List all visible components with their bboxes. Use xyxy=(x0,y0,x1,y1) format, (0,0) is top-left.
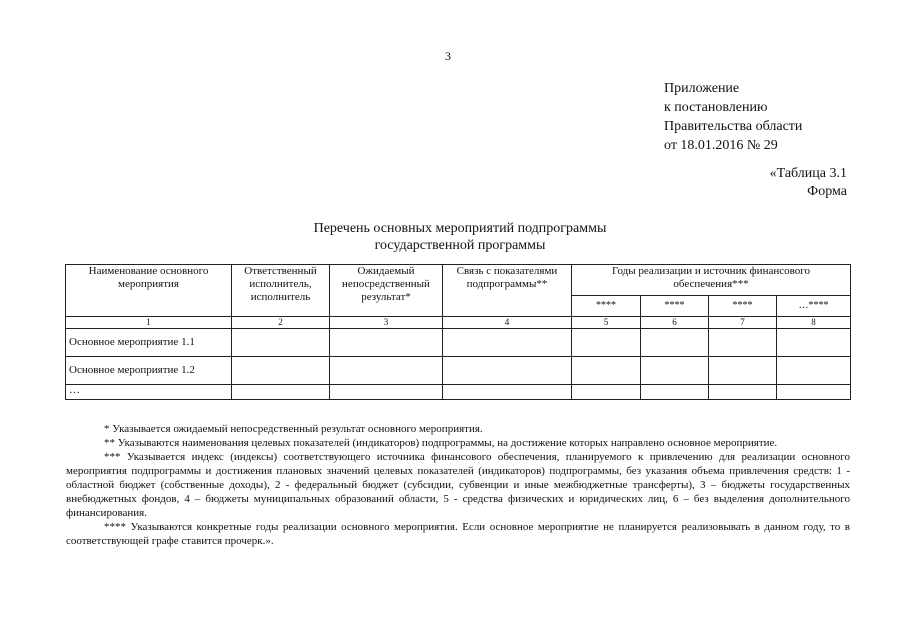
footnote-years: **** Указываются конкретные годы реализации основного мероприятия. Если основное мероприятие не планируется реализовывать в данном году, то в соответствующей графе ставится прочерк.». xyxy=(66,521,850,547)
title-line: Перечень основных мероприятий подпрограммы xyxy=(313,221,607,236)
appendix-line: к постановлению xyxy=(664,100,768,115)
empty-cell xyxy=(641,329,709,357)
appendix-line: Правительства области xyxy=(664,119,803,134)
empty-cell xyxy=(443,329,572,357)
empty-cell xyxy=(572,357,641,385)
footnote-funding-source: *** Указывается индекс (индексы) соответствующего источника финансового обеспечения, планируемого к привлечению для реализации основного мероприятия подпрограммы и достижения плановых значений целевых показателей (индикаторов) подпрограммы, без указания объема привлечения средств: 1 - областной бюджет (собственные доходы), 2 - федеральный бюджет (субсидии, субвенции и иные межбюджетные трансферты), 3 – бюджеты государственных внебюджетных фондов, 4 – бюджеты муниципальных образований области, 5 - средства физических и юридических лиц, 6 – без выделения дополнительного финансирования. xyxy=(66,451,850,519)
table-label-form: Форма xyxy=(807,184,847,199)
appendix-line: от 18.01.2016 № 29 xyxy=(664,138,778,153)
empty-cell xyxy=(709,329,777,357)
column-number: 3 xyxy=(330,317,443,329)
header-years: Годы реализации и источник финансового обеспечения*** xyxy=(572,265,851,296)
table-row xyxy=(66,329,851,357)
document-title xyxy=(200,220,720,254)
table-label-number: «Таблица 3.1 xyxy=(769,166,847,181)
measure-name-cell: … xyxy=(66,385,232,400)
empty-cell xyxy=(777,357,851,385)
empty-cell xyxy=(330,329,443,357)
page-number: 3 xyxy=(445,49,451,63)
empty-cell xyxy=(777,329,851,357)
empty-cell xyxy=(443,385,572,400)
empty-cell xyxy=(641,357,709,385)
table-label xyxy=(770,165,847,201)
empty-cell xyxy=(330,357,443,385)
header-link: Связь с показателями подпрограммы** xyxy=(443,265,572,317)
measure-name-cell: Основное мероприятие 1.2 xyxy=(66,357,232,385)
empty-cell xyxy=(572,385,641,400)
empty-cell xyxy=(330,385,443,400)
appendix-block xyxy=(664,79,802,155)
header-name: Наименование основного мероприятия xyxy=(66,265,232,317)
header-year-column: **** xyxy=(641,296,709,317)
empty-cell xyxy=(709,385,777,400)
header-result: Ожидаемый непосредственный результат* xyxy=(330,265,443,317)
empty-cell xyxy=(572,329,641,357)
measures-table xyxy=(65,264,851,400)
column-number: 4 xyxy=(443,317,572,329)
appendix-line: Приложение xyxy=(664,81,740,96)
footnotes xyxy=(66,422,850,548)
header-year-column: **** xyxy=(709,296,777,317)
empty-cell xyxy=(777,385,851,400)
column-number: 6 xyxy=(641,317,709,329)
empty-cell xyxy=(443,357,572,385)
footnote-indicators: ** Указываются наименования целевых показателей (индикаторов) подпрограммы, на достижение которых направлено основное мероприятие. xyxy=(104,437,778,449)
table-row xyxy=(66,357,851,385)
empty-cell xyxy=(709,357,777,385)
table-row xyxy=(66,385,851,400)
column-number: 5 xyxy=(572,317,641,329)
column-number: 8 xyxy=(777,317,851,329)
measure-name-cell: Основное мероприятие 1.1 xyxy=(66,329,232,357)
title-line: государственной программы xyxy=(374,238,546,253)
header-responsible: Ответственный исполнитель, исполнитель xyxy=(232,265,330,317)
footnote-result: * Указывается ожидаемый непосредственный результат основного мероприятия. xyxy=(104,423,483,435)
empty-cell xyxy=(232,329,330,357)
column-number: 1 xyxy=(66,317,232,329)
column-number: 7 xyxy=(709,317,777,329)
empty-cell xyxy=(641,385,709,400)
empty-cell xyxy=(232,385,330,400)
header-year-column: **** xyxy=(572,296,641,317)
header-year-column: …**** xyxy=(777,296,851,317)
empty-cell xyxy=(232,357,330,385)
column-number: 2 xyxy=(232,317,330,329)
